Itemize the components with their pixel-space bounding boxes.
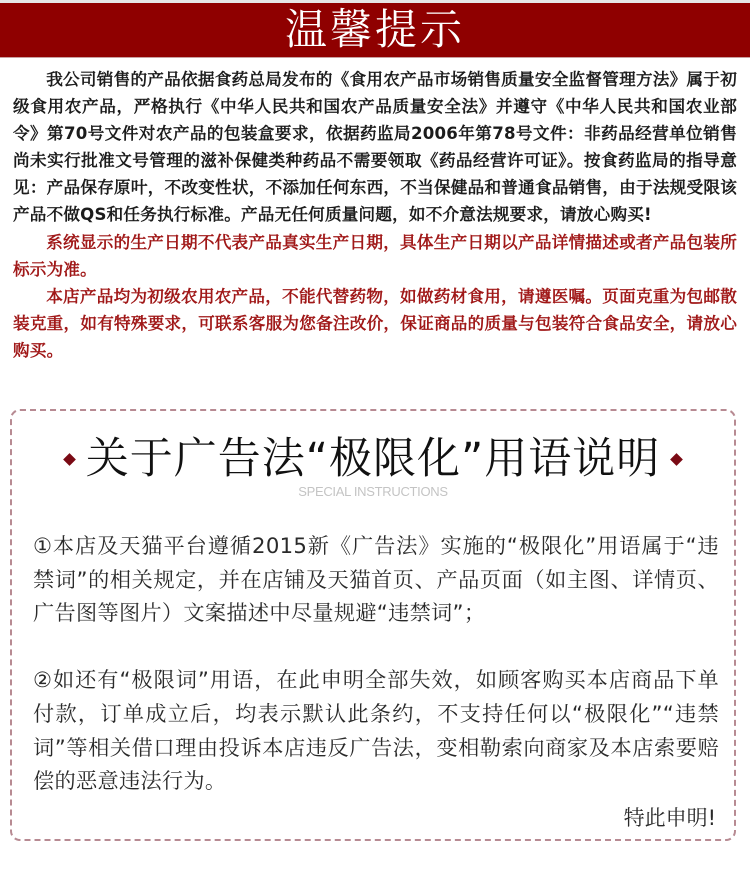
clause-2: ②如还有“极限词”用语，在此申明全部失效，如顾客购买本店商品下单付款，订单成立后，均表示默认此条约，不支持任何以“极限化”“违禁词”等相关借口理由投诉本店违反广告法，变相勒索向商家及本店索要赔偿的恶意违法行为。	[33, 667, 719, 794]
box-title: 关于广告法“极限化”用语说明	[85, 434, 661, 484]
ad-law-notice-box	[10, 409, 736, 841]
box-heading	[12, 431, 734, 487]
notice-paragraph-product-usage: 本店产品均为初级农用农产品，不能代替药物，如做药材食用，请遵医嘱。页面克重为包邮散装克重，如有特殊要求，可联系客服为您备注改价，保证商品的质量与包装符合食品安全，请放心购买。	[13, 286, 737, 360]
diamond-bullet-icon	[670, 453, 683, 466]
signoff-text: 特此申明!	[623, 806, 716, 830]
notice-paragraph-regulation: 我公司销售的产品依据食药总局发布的《食用农产品市场销售质量安全监督管理方法》属于初级食用农产品，严格执行《中华人民共和国农产品质量安全法》并遵守《中华人民共和国农业部令》第70号文件对农产品的包装盒要求，依据药监局2006年第78号文件：非药品经营单位销售尚未实行批准文号管理的滋补保健类种药品不需要领取《药品经营许可证》。按食药监局的指导意见：产品保存原叶，不改变性状，不添加任何东西，不当保健品和普通食品销售，由于法规受限该产品不做QS和任务执行标准。产品无任何质量问题，如不介意法规要求，请放心购买!	[13, 70, 737, 225]
header-title: 温馨提示	[284, 5, 465, 54]
notice-paragraph-production-date: 系统显示的生产日期不代表产品真实生产日期，具体生产日期以产品详情描述或者产品包装所标示为准。	[13, 232, 737, 279]
notice-section	[13, 66, 737, 364]
diamond-bullet-icon	[63, 453, 76, 466]
box-body	[33, 529, 719, 798]
clause-1: ①本店及天猫平台遵循2015新《广告法》实施的“极限化”用语属于“违禁词”的相关规定，并在店铺及天猫首页、产品页面（如主图、详情页、广告图等图片）文案描述中尽量规避“违禁词”；	[33, 533, 719, 626]
header-banner	[0, 3, 750, 58]
box-subtitle: SPECIAL INSTRUCTIONS	[298, 484, 448, 499]
